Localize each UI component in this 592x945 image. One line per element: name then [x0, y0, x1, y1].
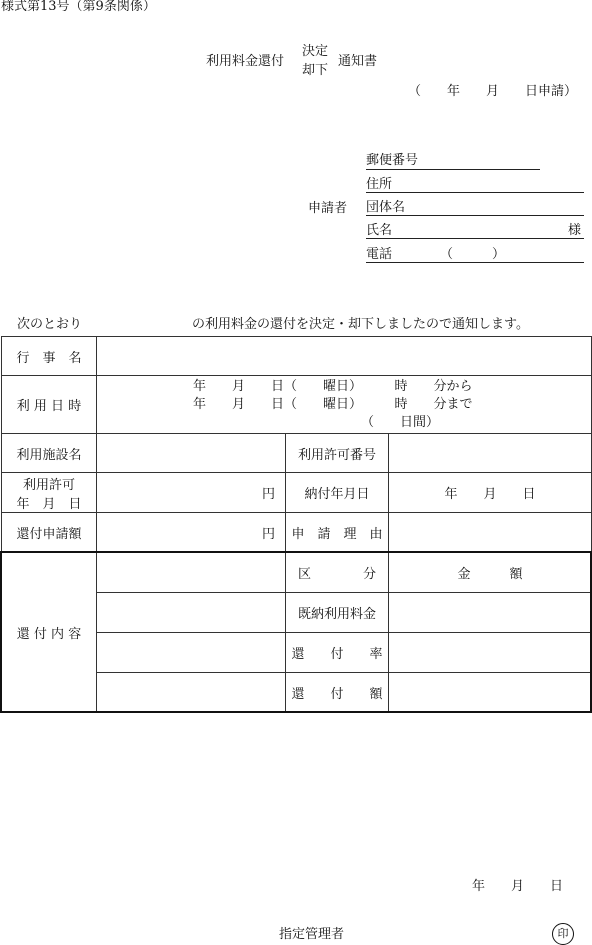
usage-until: 年 月 日（ 曜日） 時 分まで — [193, 397, 473, 412]
phone-parentheses: （ ） — [440, 247, 506, 262]
title-suffix: 通知書 — [338, 54, 378, 69]
refund-amount-label: 還 付 額 — [286, 673, 389, 713]
permit-number-field[interactable] — [389, 434, 592, 473]
refund-request-field[interactable]: 円 — [97, 513, 286, 553]
applicant-label: 申請者 — [308, 201, 348, 216]
payment-date-label: 納付年月日 — [286, 473, 389, 513]
seal-icon: 印 — [552, 923, 574, 945]
table-row — [2, 434, 592, 473]
intro-left: 次のとおり — [17, 317, 83, 332]
refund-content-label: 還 付 内 容 — [2, 553, 97, 713]
paid-fee-field[interactable] — [389, 593, 592, 633]
phone-label: 電話 — [366, 247, 393, 262]
event-name-label: 行 事 名 — [2, 337, 97, 376]
payment-date-field[interactable]: 年 月 日 — [389, 473, 592, 513]
table-row — [2, 473, 592, 513]
usage-datetime-label: 利 用 日 時 — [2, 376, 97, 434]
table-row — [2, 376, 592, 434]
permit-number-label: 利用許可番号 — [286, 434, 389, 473]
address-line — [366, 192, 584, 193]
postal-code-label: 郵便番号 — [366, 153, 419, 168]
address-label: 住所 — [366, 177, 393, 192]
notice-date: 年 月 日 — [472, 879, 564, 894]
reason-label: 申 請 理 由 — [286, 513, 389, 553]
refund-content-field[interactable] — [97, 553, 286, 593]
amount-label: 金 額 — [389, 553, 592, 593]
table-row — [2, 553, 592, 593]
name-line — [366, 238, 584, 239]
table-row — [2, 337, 592, 376]
designated-manager-label: 指定管理者 — [279, 927, 345, 942]
permit-date-label — [2, 473, 97, 513]
refund-request-label: 還付申請額 — [2, 513, 97, 553]
title-prefix: 利用料金還付 — [206, 54, 285, 69]
title-option-rejection: 却下 — [302, 63, 329, 78]
usage-datetime-field[interactable] — [97, 376, 592, 434]
category-label: 区 分 — [286, 553, 389, 593]
refund-amount-field[interactable] — [389, 673, 592, 713]
usage-from: 年 月 日（ 曜日） 時 分から — [193, 379, 473, 394]
postal-code-line — [366, 169, 540, 170]
refund-rate-label: 還 付 率 — [286, 633, 389, 673]
refund-content-field[interactable] — [97, 673, 286, 713]
name-label: 氏名 — [366, 223, 393, 238]
title-option-decision: 決定 — [302, 44, 329, 59]
organization-line — [366, 215, 584, 216]
refund-form-table — [1, 336, 592, 713]
refund-content-field[interactable] — [97, 633, 286, 673]
usage-days: （ 日間） — [361, 415, 440, 430]
event-name-field[interactable] — [97, 337, 592, 376]
name-honorific: 様 — [568, 223, 582, 238]
permit-date-label-line1: 利用許可 — [22, 477, 75, 493]
permit-date-label-line2: 年 月 日 — [16, 496, 82, 512]
refund-rate-field[interactable] — [389, 633, 592, 673]
facility-name-label: 利用施設名 — [2, 434, 97, 473]
table-row — [2, 513, 592, 553]
form-number: 様式第13号（第9条関係） — [1, 0, 156, 14]
refund-content-field[interactable] — [97, 593, 286, 633]
permit-fee-field[interactable]: 円 — [97, 473, 286, 513]
organization-label: 団体名 — [366, 200, 406, 215]
paid-fee-label: 既納利用料金 — [286, 593, 389, 633]
reason-field[interactable] — [389, 513, 592, 553]
phone-line — [366, 262, 584, 263]
application-date-line: （ 年 月 日申請） — [408, 84, 578, 99]
intro-right: の利用料金の還付を決定・却下しましたので通知します。 — [192, 317, 529, 332]
facility-name-field[interactable] — [97, 434, 286, 473]
